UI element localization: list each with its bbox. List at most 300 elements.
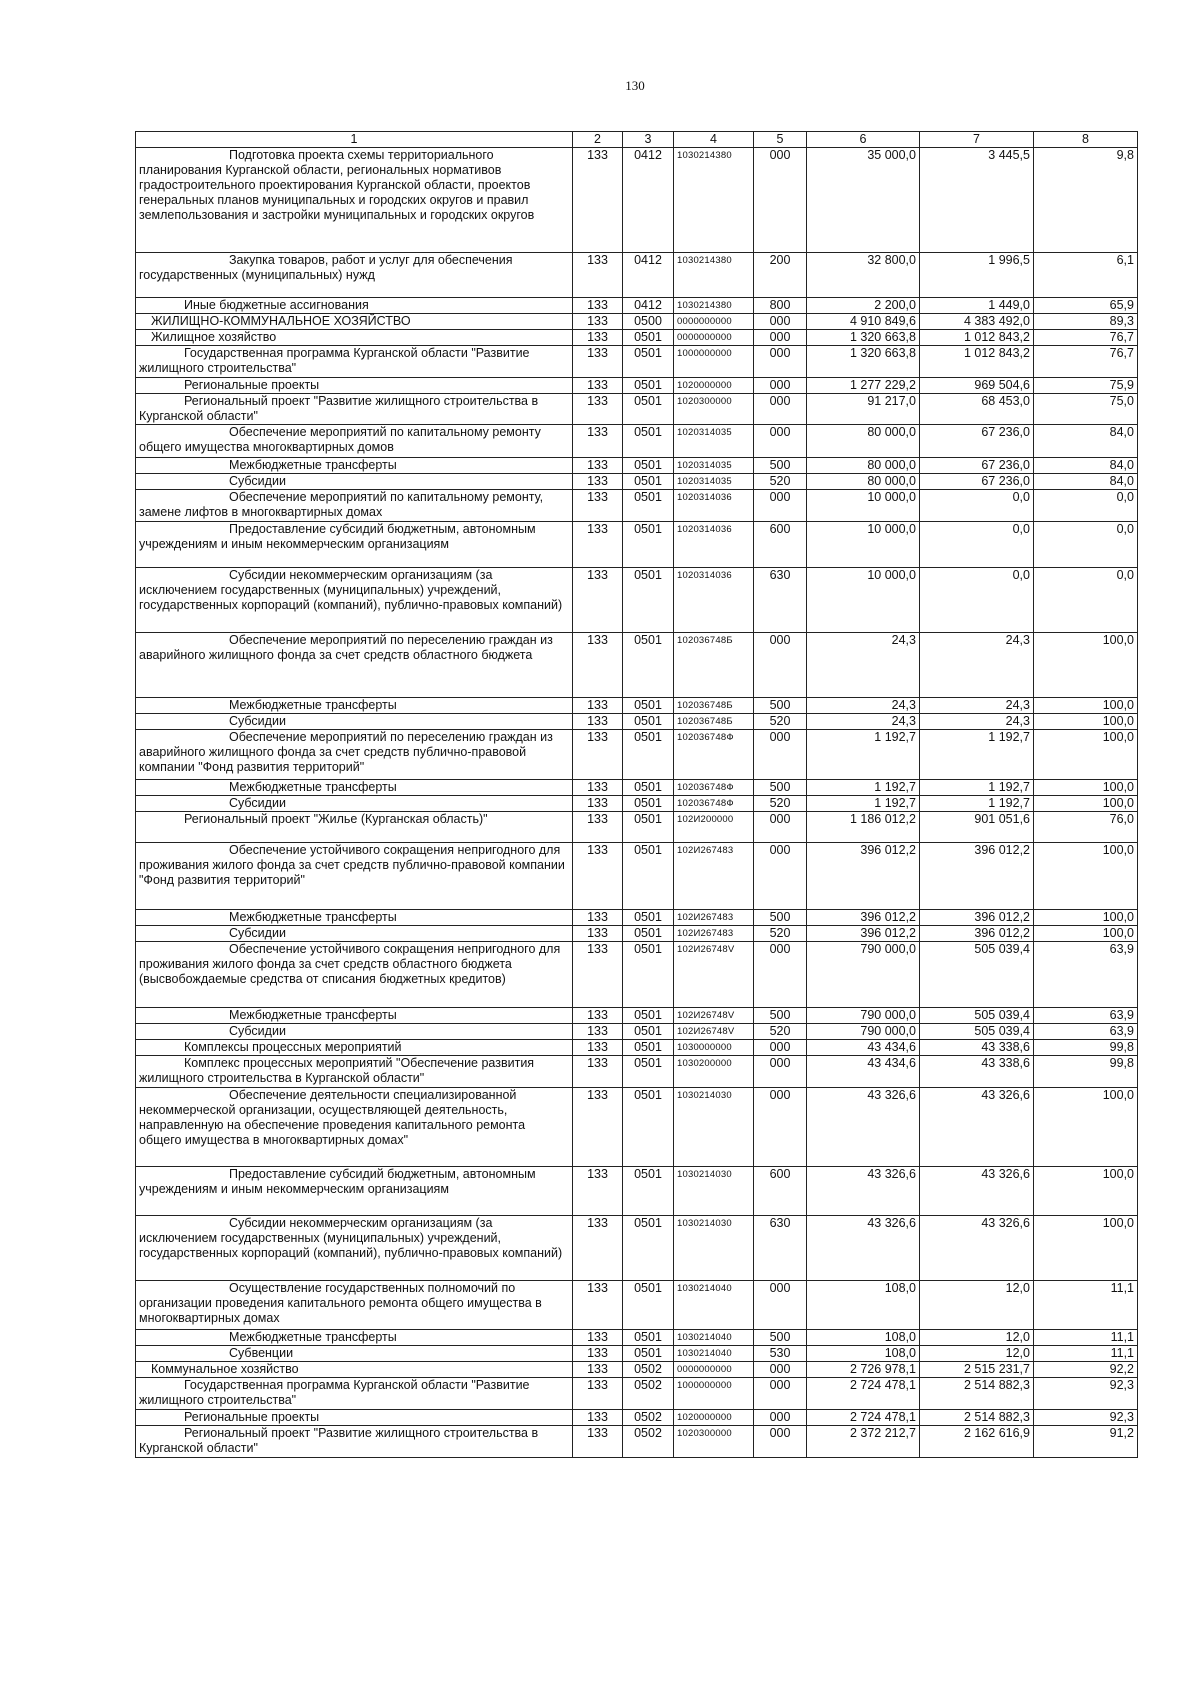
table-row — [136, 633, 1138, 698]
cell-column-5: 000 — [754, 1088, 807, 1167]
cell-column-8: 100,0 — [1034, 1216, 1138, 1281]
cell-column-3: 0501 — [623, 490, 674, 522]
cell-column-7: 43 326,6 — [920, 1088, 1034, 1167]
row-name-cell: Субсидии — [136, 1024, 573, 1040]
cell-column-3: 0501 — [623, 1024, 674, 1040]
row-name-cell: Коммунальное хозяйство — [136, 1362, 573, 1378]
cell-column-6: 43 326,6 — [807, 1088, 920, 1167]
row-name-cell: Межбюджетные трансферты — [136, 1330, 573, 1346]
page-number: 130 — [625, 78, 645, 93]
cell-column-2: 133 — [573, 1088, 623, 1167]
cell-column-3: 0501 — [623, 346, 674, 378]
cell-column-7: 901 051,6 — [920, 812, 1034, 843]
cell-column-2: 133 — [573, 926, 623, 942]
cell-column-8: 11,1 — [1034, 1281, 1138, 1330]
cell-column-5: 600 — [754, 1167, 807, 1216]
table-row — [136, 926, 1138, 942]
table-row — [136, 780, 1138, 796]
cell-column-6: 43 434,6 — [807, 1040, 920, 1056]
table-row — [136, 314, 1138, 330]
cell-column-4: 1020314036 — [674, 568, 754, 633]
cell-column-4: 1000000000 — [674, 346, 754, 378]
cell-column-7: 24,3 — [920, 633, 1034, 698]
table-row — [136, 346, 1138, 378]
cell-column-6: 4 910 849,6 — [807, 314, 920, 330]
column-header: 3 — [623, 132, 674, 148]
cell-column-6: 24,3 — [807, 714, 920, 730]
cell-column-6: 80 000,0 — [807, 474, 920, 490]
cell-column-3: 0501 — [623, 1346, 674, 1362]
cell-column-7: 67 236,0 — [920, 425, 1034, 458]
table-row — [136, 714, 1138, 730]
cell-column-7: 396 012,2 — [920, 843, 1034, 910]
cell-column-6: 32 800,0 — [807, 253, 920, 298]
cell-column-8: 84,0 — [1034, 474, 1138, 490]
cell-column-4: 102036748Б — [674, 698, 754, 714]
row-name-cell: Обеспечение устойчивого сокращения непригодного для проживания жилого фонда за счет средств областного бюджета (высвобождаемые средства от списания бюджетных кредитов) — [136, 942, 573, 1008]
table-row — [136, 298, 1138, 314]
cell-column-7: 12,0 — [920, 1346, 1034, 1362]
cell-column-2: 133 — [573, 1024, 623, 1040]
table-row — [136, 1040, 1138, 1056]
cell-column-5: 000 — [754, 148, 807, 253]
table-row — [136, 378, 1138, 394]
cell-column-2: 133 — [573, 1281, 623, 1330]
cell-column-7: 0,0 — [920, 568, 1034, 633]
cell-column-2: 133 — [573, 1362, 623, 1378]
table-row — [136, 253, 1138, 298]
cell-column-3: 0501 — [623, 378, 674, 394]
cell-column-4: 1030214030 — [674, 1216, 754, 1281]
cell-column-3: 0501 — [623, 942, 674, 1008]
row-name-cell: Региональный проект "Развитие жилищного строительства в Курганской области" — [136, 1426, 573, 1458]
row-name-cell: Межбюджетные трансферты — [136, 780, 573, 796]
table-row — [136, 1008, 1138, 1024]
cell-column-6: 2 724 478,1 — [807, 1378, 920, 1410]
cell-column-6: 108,0 — [807, 1330, 920, 1346]
row-name-cell: Обеспечение деятельности специализированной некоммерческой организации, осуществляющей деятельность, направленную на обеспечение проведения капитального ремонта общего имущества в многоквартирных домах" — [136, 1088, 573, 1167]
table-row — [136, 1410, 1138, 1426]
cell-column-2: 133 — [573, 314, 623, 330]
cell-column-3: 0501 — [623, 522, 674, 568]
cell-column-5: 500 — [754, 1008, 807, 1024]
cell-column-7: 396 012,2 — [920, 910, 1034, 926]
cell-column-6: 1 192,7 — [807, 780, 920, 796]
cell-column-5: 630 — [754, 1216, 807, 1281]
cell-column-6: 10 000,0 — [807, 490, 920, 522]
cell-column-5: 000 — [754, 812, 807, 843]
cell-column-2: 133 — [573, 1410, 623, 1426]
table-row — [136, 330, 1138, 346]
row-name-cell: Закупка товаров, работ и услуг для обеспечения государственных (муниципальных) нужд — [136, 253, 573, 298]
cell-column-5: 520 — [754, 714, 807, 730]
cell-column-4: 1020314035 — [674, 425, 754, 458]
cell-column-8: 84,0 — [1034, 458, 1138, 474]
cell-column-7: 2 515 231,7 — [920, 1362, 1034, 1378]
cell-column-8: 63,9 — [1034, 942, 1138, 1008]
column-header: 7 — [920, 132, 1034, 148]
cell-column-2: 133 — [573, 148, 623, 253]
cell-column-4: 1020000000 — [674, 1410, 754, 1426]
cell-column-7: 12,0 — [920, 1281, 1034, 1330]
cell-column-7: 969 504,6 — [920, 378, 1034, 394]
cell-column-2: 133 — [573, 1008, 623, 1024]
cell-column-8: 84,0 — [1034, 425, 1138, 458]
cell-column-6: 10 000,0 — [807, 568, 920, 633]
row-name-cell: Иные бюджетные ассигнования — [136, 298, 573, 314]
cell-column-2: 133 — [573, 780, 623, 796]
cell-column-4: 1020300000 — [674, 394, 754, 425]
cell-column-2: 133 — [573, 698, 623, 714]
cell-column-4: 0000000000 — [674, 314, 754, 330]
cell-column-6: 35 000,0 — [807, 148, 920, 253]
column-header: 1 — [136, 132, 573, 148]
cell-column-8: 100,0 — [1034, 926, 1138, 942]
cell-column-8: 92,3 — [1034, 1378, 1138, 1410]
cell-column-8: 6,1 — [1034, 253, 1138, 298]
cell-column-8: 100,0 — [1034, 1088, 1138, 1167]
row-name-cell: Субсидии некоммерческим организациям (за исключением государственных (муниципальных) учреждений, государственных корпораций (компаний), публично-правовых компаний) — [136, 568, 573, 633]
cell-column-7: 24,3 — [920, 698, 1034, 714]
cell-column-2: 133 — [573, 730, 623, 780]
cell-column-3: 0501 — [623, 568, 674, 633]
cell-column-4: 102И267483 — [674, 910, 754, 926]
cell-column-2: 133 — [573, 812, 623, 843]
table-row — [136, 1426, 1138, 1458]
table-row — [136, 568, 1138, 633]
cell-column-3: 0501 — [623, 1056, 674, 1088]
cell-column-6: 1 320 663,8 — [807, 330, 920, 346]
cell-column-5: 600 — [754, 522, 807, 568]
cell-column-4: 102И267483 — [674, 843, 754, 910]
cell-column-8: 75,0 — [1034, 394, 1138, 425]
table-row — [136, 1378, 1138, 1410]
row-name-cell: Региональный проект "Жилье (Курганская область)" — [136, 812, 573, 843]
cell-column-5: 000 — [754, 633, 807, 698]
cell-column-8: 92,2 — [1034, 1362, 1138, 1378]
cell-column-6: 1 186 012,2 — [807, 812, 920, 843]
cell-column-3: 0501 — [623, 812, 674, 843]
row-name-cell: Субсидии — [136, 926, 573, 942]
table-row — [136, 1024, 1138, 1040]
cell-column-2: 133 — [573, 1040, 623, 1056]
cell-column-3: 0501 — [623, 1008, 674, 1024]
cell-column-7: 1 012 843,2 — [920, 330, 1034, 346]
table-row — [136, 394, 1138, 425]
cell-column-5: 000 — [754, 843, 807, 910]
cell-column-2: 133 — [573, 633, 623, 698]
cell-column-8: 92,3 — [1034, 1410, 1138, 1426]
cell-column-3: 0501 — [623, 1216, 674, 1281]
table-row — [136, 425, 1138, 458]
cell-column-7: 12,0 — [920, 1330, 1034, 1346]
cell-column-5: 520 — [754, 474, 807, 490]
cell-column-8: 76,7 — [1034, 330, 1138, 346]
row-name-cell: Обеспечение мероприятий по переселению граждан из аварийного жилищного фонда за счет средств публично-правовой компании "Фонд развития территорий" — [136, 730, 573, 780]
row-name-cell: Предоставление субсидий бюджетным, автономным учреждениям и иным некоммерческим организациям — [136, 522, 573, 568]
cell-column-4: 1030000000 — [674, 1040, 754, 1056]
cell-column-3: 0501 — [623, 910, 674, 926]
cell-column-4: 102И267483 — [674, 926, 754, 942]
cell-column-8: 100,0 — [1034, 714, 1138, 730]
cell-column-2: 133 — [573, 1216, 623, 1281]
cell-column-7: 2 162 616,9 — [920, 1426, 1034, 1458]
cell-column-4: 1020314036 — [674, 522, 754, 568]
cell-column-7: 1 012 843,2 — [920, 346, 1034, 378]
cell-column-3: 0501 — [623, 843, 674, 910]
cell-column-4: 1030214040 — [674, 1346, 754, 1362]
row-name-cell: Региональные проекты — [136, 1410, 573, 1426]
cell-column-7: 24,3 — [920, 714, 1034, 730]
cell-column-4: 0000000000 — [674, 1362, 754, 1378]
cell-column-7: 1 996,5 — [920, 253, 1034, 298]
table-row — [136, 1167, 1138, 1216]
cell-column-7: 43 338,6 — [920, 1056, 1034, 1088]
cell-column-6: 108,0 — [807, 1346, 920, 1362]
cell-column-6: 790 000,0 — [807, 1024, 920, 1040]
table-row — [136, 843, 1138, 910]
cell-column-7: 3 445,5 — [920, 148, 1034, 253]
cell-column-7: 505 039,4 — [920, 1008, 1034, 1024]
cell-column-5: 000 — [754, 730, 807, 780]
cell-column-3: 0501 — [623, 1167, 674, 1216]
cell-column-2: 133 — [573, 474, 623, 490]
cell-column-8: 65,9 — [1034, 298, 1138, 314]
table-row — [136, 910, 1138, 926]
cell-column-6: 2 372 212,7 — [807, 1426, 920, 1458]
cell-column-4: 102И26748V — [674, 942, 754, 1008]
cell-column-7: 67 236,0 — [920, 474, 1034, 490]
row-name-cell: Субсидии — [136, 474, 573, 490]
cell-column-2: 133 — [573, 568, 623, 633]
row-name-cell: Обеспечение мероприятий по капитальному ремонту, замене лифтов в многоквартирных домах — [136, 490, 573, 522]
cell-column-4: 102И26748V — [674, 1008, 754, 1024]
cell-column-3: 0501 — [623, 633, 674, 698]
cell-column-2: 133 — [573, 843, 623, 910]
cell-column-3: 0501 — [623, 458, 674, 474]
cell-column-6: 2 724 478,1 — [807, 1410, 920, 1426]
cell-column-5: 530 — [754, 1346, 807, 1362]
row-name-cell: Обеспечение устойчивого сокращения непригодного для проживания жилого фонда за счет средств публично-правовой компании "Фонд развития территорий" — [136, 843, 573, 910]
column-header: 5 — [754, 132, 807, 148]
cell-column-6: 396 012,2 — [807, 926, 920, 942]
cell-column-5: 520 — [754, 796, 807, 812]
cell-column-2: 133 — [573, 490, 623, 522]
column-header: 2 — [573, 132, 623, 148]
cell-column-5: 000 — [754, 1426, 807, 1458]
cell-column-6: 43 434,6 — [807, 1056, 920, 1088]
table-row — [136, 522, 1138, 568]
cell-column-8: 100,0 — [1034, 843, 1138, 910]
cell-column-5: 800 — [754, 298, 807, 314]
cell-column-8: 0,0 — [1034, 490, 1138, 522]
cell-column-8: 100,0 — [1034, 796, 1138, 812]
cell-column-6: 1 320 663,8 — [807, 346, 920, 378]
cell-column-2: 133 — [573, 458, 623, 474]
cell-column-7: 4 383 492,0 — [920, 314, 1034, 330]
cell-column-4: 1020300000 — [674, 1426, 754, 1458]
cell-column-5: 000 — [754, 378, 807, 394]
cell-column-5: 500 — [754, 458, 807, 474]
cell-column-7: 505 039,4 — [920, 942, 1034, 1008]
cell-column-4: 102036748Ф — [674, 730, 754, 780]
table-row — [136, 796, 1138, 812]
cell-column-5: 000 — [754, 1281, 807, 1330]
cell-column-4: 1030214380 — [674, 298, 754, 314]
cell-column-4: 1000000000 — [674, 1378, 754, 1410]
cell-column-8: 76,7 — [1034, 346, 1138, 378]
row-name-cell: Межбюджетные трансферты — [136, 910, 573, 926]
cell-column-2: 133 — [573, 1378, 623, 1410]
cell-column-6: 1 192,7 — [807, 730, 920, 780]
cell-column-6: 91 217,0 — [807, 394, 920, 425]
cell-column-3: 0501 — [623, 1281, 674, 1330]
cell-column-6: 24,3 — [807, 698, 920, 714]
cell-column-4: 102И26748V — [674, 1024, 754, 1040]
cell-column-3: 0501 — [623, 698, 674, 714]
cell-column-5: 000 — [754, 346, 807, 378]
cell-column-7: 0,0 — [920, 522, 1034, 568]
cell-column-3: 0501 — [623, 1040, 674, 1056]
cell-column-4: 1020000000 — [674, 378, 754, 394]
table-row — [136, 1088, 1138, 1167]
row-name-cell: Государственная программа Курганской области "Развитие жилищного строительства" — [136, 1378, 573, 1410]
table-row — [136, 1216, 1138, 1281]
cell-column-3: 0501 — [623, 425, 674, 458]
cell-column-8: 100,0 — [1034, 730, 1138, 780]
row-name-cell: Обеспечение мероприятий по переселению граждан из аварийного жилищного фонда за счет средств областного бюджета — [136, 633, 573, 698]
cell-column-3: 0500 — [623, 314, 674, 330]
table-row — [136, 1362, 1138, 1378]
cell-column-2: 133 — [573, 522, 623, 568]
cell-column-4: 102036748Б — [674, 714, 754, 730]
cell-column-5: 500 — [754, 1330, 807, 1346]
cell-column-2: 133 — [573, 1346, 623, 1362]
cell-column-2: 133 — [573, 394, 623, 425]
cell-column-8: 89,3 — [1034, 314, 1138, 330]
table-row — [136, 1330, 1138, 1346]
row-name-cell: Комплекс процессных мероприятий "Обеспечение развития жилищного строительства в Курганской области" — [136, 1056, 573, 1088]
cell-column-7: 1 192,7 — [920, 730, 1034, 780]
cell-column-2: 133 — [573, 714, 623, 730]
table-row — [136, 1346, 1138, 1362]
cell-column-8: 91,2 — [1034, 1426, 1138, 1458]
cell-column-8: 0,0 — [1034, 522, 1138, 568]
column-header: 8 — [1034, 132, 1138, 148]
cell-column-5: 000 — [754, 425, 807, 458]
cell-column-5: 000 — [754, 1040, 807, 1056]
cell-column-7: 43 326,6 — [920, 1216, 1034, 1281]
cell-column-6: 24,3 — [807, 633, 920, 698]
cell-column-8: 63,9 — [1034, 1024, 1138, 1040]
cell-column-4: 102036748Ф — [674, 780, 754, 796]
cell-column-4: 1030214040 — [674, 1281, 754, 1330]
cell-column-2: 133 — [573, 910, 623, 926]
cell-column-8: 11,1 — [1034, 1346, 1138, 1362]
cell-column-4: 0000000000 — [674, 330, 754, 346]
cell-column-6: 396 012,2 — [807, 843, 920, 910]
cell-column-5: 520 — [754, 926, 807, 942]
cell-column-3: 0412 — [623, 148, 674, 253]
cell-column-7: 396 012,2 — [920, 926, 1034, 942]
cell-column-2: 133 — [573, 378, 623, 394]
table-row — [136, 490, 1138, 522]
cell-column-3: 0501 — [623, 1330, 674, 1346]
cell-column-2: 133 — [573, 298, 623, 314]
cell-column-6: 80 000,0 — [807, 425, 920, 458]
cell-column-6: 80 000,0 — [807, 458, 920, 474]
table-row — [136, 942, 1138, 1008]
cell-column-6: 108,0 — [807, 1281, 920, 1330]
cell-column-2: 133 — [573, 796, 623, 812]
cell-column-3: 0412 — [623, 298, 674, 314]
cell-column-5: 000 — [754, 1378, 807, 1410]
cell-column-5: 000 — [754, 314, 807, 330]
cell-column-3: 0501 — [623, 714, 674, 730]
cell-column-3: 0501 — [623, 330, 674, 346]
row-name-cell: Субсидии — [136, 714, 573, 730]
cell-column-4: 102036748Ф — [674, 796, 754, 812]
cell-column-3: 0502 — [623, 1362, 674, 1378]
cell-column-7: 43 338,6 — [920, 1040, 1034, 1056]
row-name-cell: Обеспечение мероприятий по капитальному ремонту общего имущества многоквартирных домов — [136, 425, 573, 458]
row-name-cell: Субсидии — [136, 796, 573, 812]
row-name-cell: Региональный проект "Развитие жилищного строительства в Курганской области" — [136, 394, 573, 425]
cell-column-3: 0501 — [623, 394, 674, 425]
table-row — [136, 730, 1138, 780]
row-name-cell: Подготовка проекта схемы территориального планирования Курганской области, региональных нормативов градостроительного проектирования Курганской области, проектов генеральных планов муниципальных и городских округов и правил землепользования и застройки муниципальных и городских округов — [136, 148, 573, 253]
row-name-cell: Субсидии некоммерческим организациям (за исключением государственных (муниципальных) учреждений, государственных корпораций (компаний), публично-правовых компаний) — [136, 1216, 573, 1281]
cell-column-3: 0501 — [623, 780, 674, 796]
table-header-row — [136, 132, 1138, 148]
cell-column-7: 1 192,7 — [920, 780, 1034, 796]
cell-column-3: 0501 — [623, 474, 674, 490]
cell-column-3: 0501 — [623, 1088, 674, 1167]
row-name-cell: ЖИЛИЩНО-КОММУНАЛЬНОЕ ХОЗЯЙСТВО — [136, 314, 573, 330]
cell-column-2: 133 — [573, 425, 623, 458]
cell-column-7: 0,0 — [920, 490, 1034, 522]
cell-column-6: 1 277 229,2 — [807, 378, 920, 394]
table-row — [136, 474, 1138, 490]
cell-column-2: 133 — [573, 253, 623, 298]
table-row — [136, 1056, 1138, 1088]
cell-column-5: 200 — [754, 253, 807, 298]
cell-column-3: 0502 — [623, 1378, 674, 1410]
row-name-cell: Межбюджетные трансферты — [136, 458, 573, 474]
cell-column-6: 396 012,2 — [807, 910, 920, 926]
cell-column-8: 100,0 — [1034, 910, 1138, 926]
cell-column-5: 000 — [754, 1056, 807, 1088]
cell-column-4: 1030214030 — [674, 1167, 754, 1216]
cell-column-7: 2 514 882,3 — [920, 1410, 1034, 1426]
cell-column-3: 0501 — [623, 796, 674, 812]
cell-column-8: 100,0 — [1034, 698, 1138, 714]
cell-column-8: 99,8 — [1034, 1056, 1138, 1088]
cell-column-2: 133 — [573, 1426, 623, 1458]
budget-table — [135, 131, 1138, 1458]
cell-column-2: 133 — [573, 1167, 623, 1216]
cell-column-7: 505 039,4 — [920, 1024, 1034, 1040]
cell-column-6: 43 326,6 — [807, 1216, 920, 1281]
column-header: 6 — [807, 132, 920, 148]
cell-column-5: 000 — [754, 1410, 807, 1426]
cell-column-5: 000 — [754, 490, 807, 522]
cell-column-2: 133 — [573, 346, 623, 378]
cell-column-4: 102И200000 — [674, 812, 754, 843]
cell-column-2: 133 — [573, 1330, 623, 1346]
cell-column-3: 0502 — [623, 1426, 674, 1458]
cell-column-7: 2 514 882,3 — [920, 1378, 1034, 1410]
